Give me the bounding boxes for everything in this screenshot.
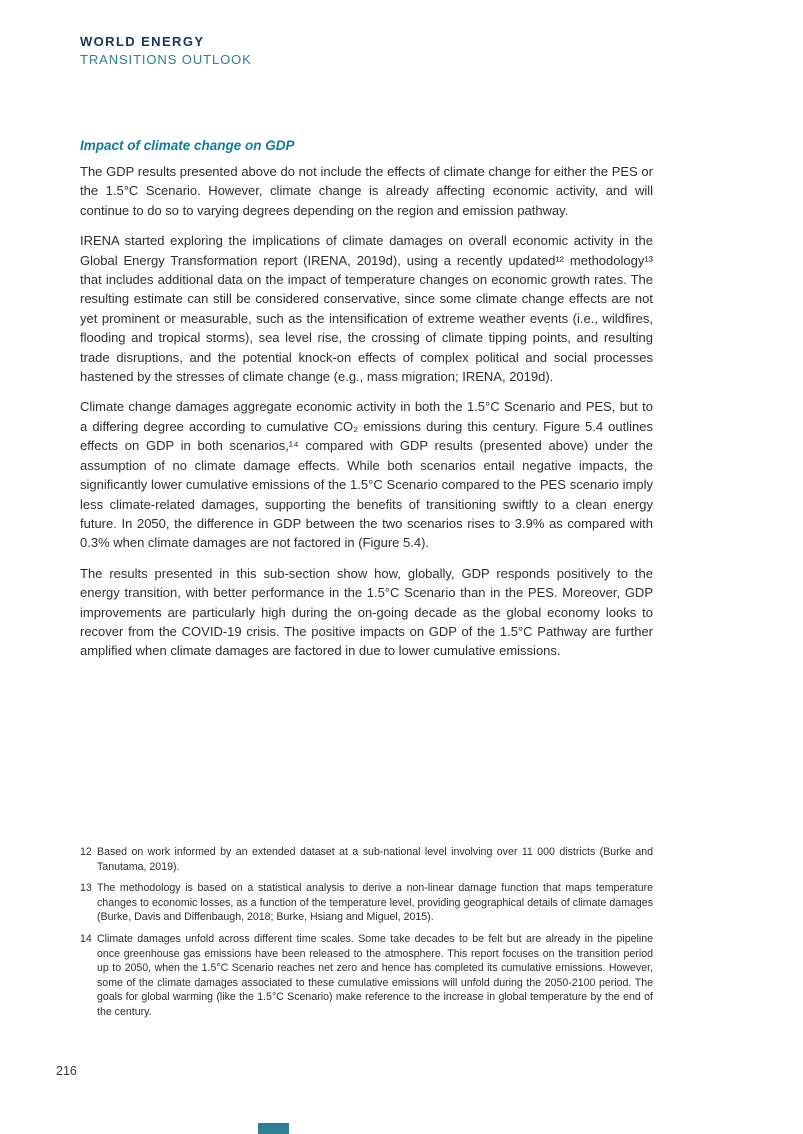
report-title-line2: TRANSITIONS OUTLOOK [80,52,252,67]
page-number: 216 [56,1064,77,1078]
footnote-number: 12 [80,846,92,858]
footnote [80,881,653,925]
footnote-text: Climate damages unfold across different time scales. Some take decades to be felt but are already in the pipeline once greenhouse gas emissions have been released to the atmosphere. This report focuses on the transition period up to 2050, when the 1.5°C Scenario reaches net zero and hence has completed its cumulative emissions. However, some of the climate damages associated to these cumulative emissions will unfold during the 2050-2100 period. The goals for global warming (like the 1.5°C Scenario) make reference to the increase in global temperature by the end of the century. [97,932,653,1018]
footnote-text: Based on work informed by an extended dataset at a sub-national level involving over 11 000 districts (Burke and Tanutama, 2019). [97,846,653,873]
article-body [80,138,653,672]
report-title-line1: WORLD ENERGY [80,34,205,49]
footnote [80,845,653,874]
body-paragraph-3: Climate change damages aggregate economic activity in both the 1.5°C Scenario and PES, but to a differing degree according to cumulative CO₂ emissions during this century. Figure 5.4 outlines effects on GDP in both scenarios,¹⁴ compared with GDP results (presented above) under the assumption of no climate damage effects. While both scenarios entail negative impacts, the significantly lower cumulative emissions of the 1.5°C Scenario compared to the PES scenario imply less climate-related damages, supporting the benefits of transitioning swiftly to a clean energy future. In 2050, the difference in GDP between the two scenarios rises to 3.9% as compared with 0.3% when climate damages are not factored in (Figure 5.4). [80,399,653,551]
section-heading: Impact of climate change on GDP [80,138,295,153]
footer-accent-bar [258,1123,289,1134]
footnote-number: 13 [80,882,92,895]
footnote-text: The methodology is based on a statistical analysis to derive a non-linear damage function that maps temperature changes to economic losses, as a function of the temperature level, providing geographical details of climate damages (Burke, Davis and Diffenbaugh, 2018; Burke, Hsiang and Miguel, 2015). [97,882,653,924]
footnotes [80,845,653,1027]
body-paragraph-2: IRENA started exploring the implications of climate damages on overall economic activity in the Global Energy Transformation report (IRENA, 2019d), using a recently updated¹² methodology¹³ that includes additional data on the impact of temperature changes on economic growth rates. The resulting estimate can still be considered conservative, since some climate change effects are not yet prominent or measurable, such as the intensification of extreme weather events (i.e., wildfires, flooding and tropical storms), sea level rise, the crossing of climate tipping points, and resulting trade disruptions, and the potential knock-on effects of complex political and social processes hastened by the stresses of climate change (e.g., mass migration; IRENA, 2019d). [80,233,653,385]
footnote-number: 14 [80,932,92,945]
body-paragraph-1: The GDP results presented above do not include the effects of climate change for either the PES or the 1.5°C Scenario. However, climate change is already affecting economic activity, and will continue to do so to varying degrees depending on the region and emission pathway. [80,164,653,218]
report-header [80,34,252,67]
footnote [80,932,653,1020]
body-paragraph-4: The results presented in this sub-section show how, globally, GDP responds positively to the energy transition, with better performance in the 1.5°C Scenario than in the PES. Moreover, GDP improvements are particularly high during the on-going decade as the global economy looks to recover from the COVID-19 crisis. The positive impacts on GDP of the 1.5°C Pathway are further amplified when climate damages are factored in due to lower cumulative emissions. [80,565,653,659]
